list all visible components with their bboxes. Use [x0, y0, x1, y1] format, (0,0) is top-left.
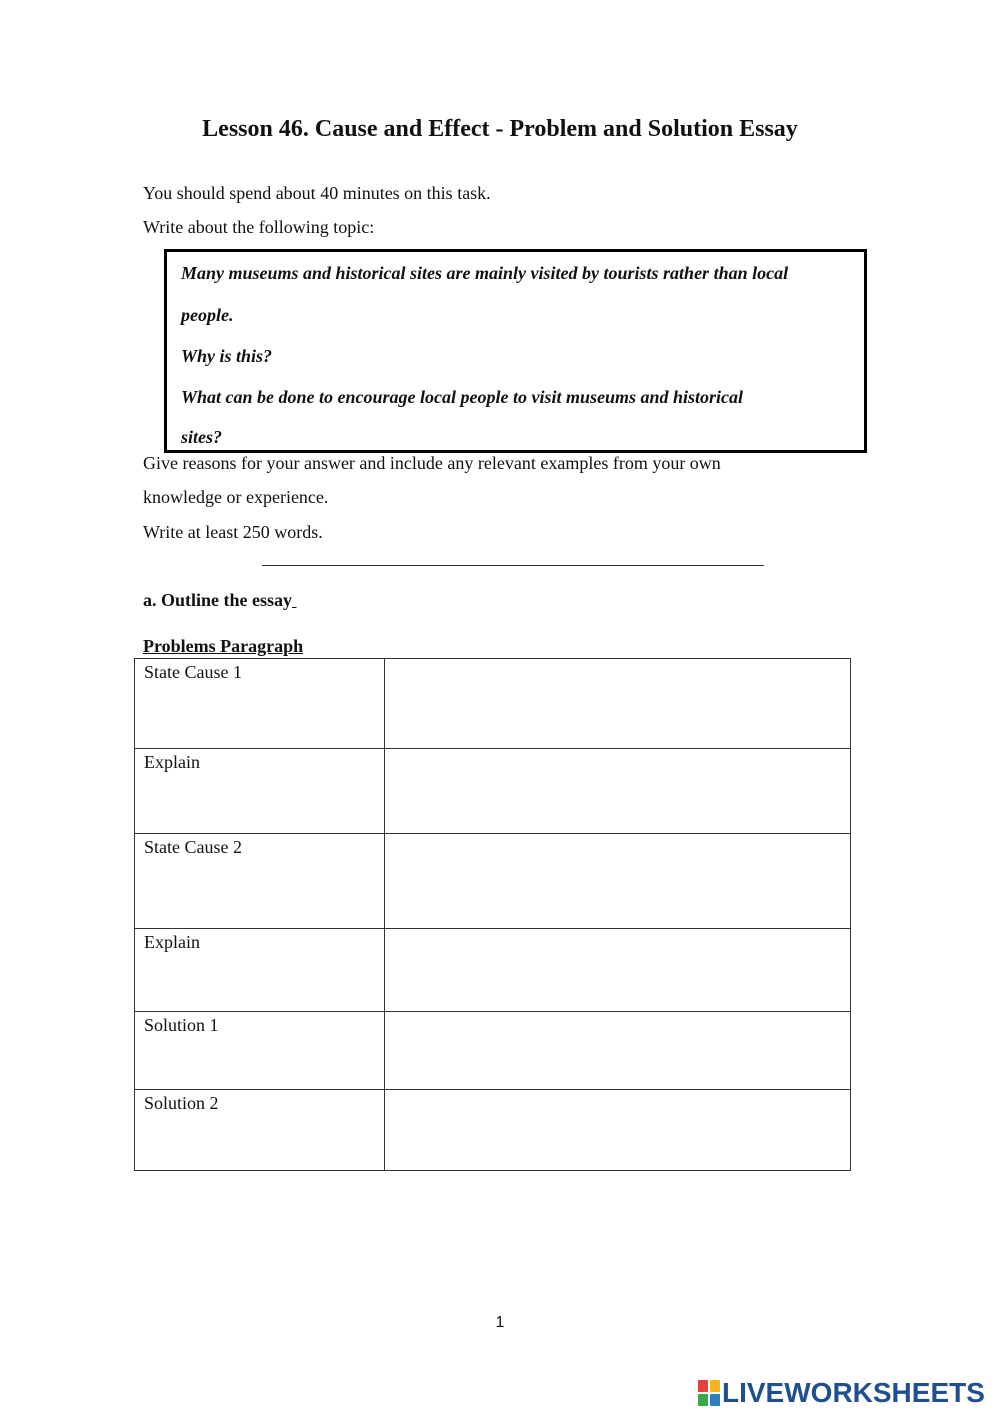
row-label: State Cause 1 — [135, 659, 385, 749]
table-row — [135, 929, 851, 1012]
table-row — [135, 1090, 851, 1171]
answer-cell[interactable] — [385, 1012, 851, 1090]
topic-line-1: Many museums and historical sites are mainly visited by tourists rather than local — [181, 263, 789, 283]
outline-table — [134, 658, 851, 1171]
table-row — [135, 1012, 851, 1090]
divider — [262, 565, 764, 566]
topic-question-2: What can be done to encourage local people to visit museums and historical — [181, 387, 744, 407]
problems-paragraph-heading: Problems Paragraph — [143, 636, 304, 656]
row-label: Solution 1 — [135, 1012, 385, 1090]
liveworksheets-logo-icon — [698, 1380, 720, 1406]
topic-question-1: Why is this? — [181, 346, 273, 366]
table-row — [135, 834, 851, 929]
instruction-line-2: knowledge or experience. — [143, 487, 329, 507]
intro-time: You should spend about 40 minutes on this task. — [143, 183, 491, 203]
table-row — [135, 659, 851, 749]
instruction-line-1: Give reasons for your answer and include any relevant examples from your own — [143, 453, 721, 473]
table-row — [135, 749, 851, 834]
brand-footer — [698, 1378, 985, 1408]
page-number: 1 — [495, 1314, 505, 1331]
topic-line-2: people. — [181, 305, 234, 325]
page-title: Lesson 46. Cause and Effect - Problem and Solution Essay — [202, 116, 798, 142]
row-label: State Cause 2 — [135, 834, 385, 929]
answer-cell[interactable] — [385, 659, 851, 749]
answer-cell[interactable] — [385, 1090, 851, 1171]
topic-box — [164, 249, 867, 453]
brand-name[interactable]: LIVEWORKSHEETS — [722, 1377, 985, 1408]
word-count-instruction: Write at least 250 words. — [143, 522, 323, 542]
topic-line-5: sites? — [181, 427, 223, 447]
outline-heading: a. Outline the essay — [143, 590, 293, 610]
answer-cell[interactable] — [385, 929, 851, 1012]
row-label: Solution 2 — [135, 1090, 385, 1171]
row-label: Explain — [135, 749, 385, 834]
row-label: Explain — [135, 929, 385, 1012]
intro-topic-label: Write about the following topic: — [143, 217, 375, 237]
answer-cell[interactable] — [385, 834, 851, 929]
answer-cell[interactable] — [385, 749, 851, 834]
